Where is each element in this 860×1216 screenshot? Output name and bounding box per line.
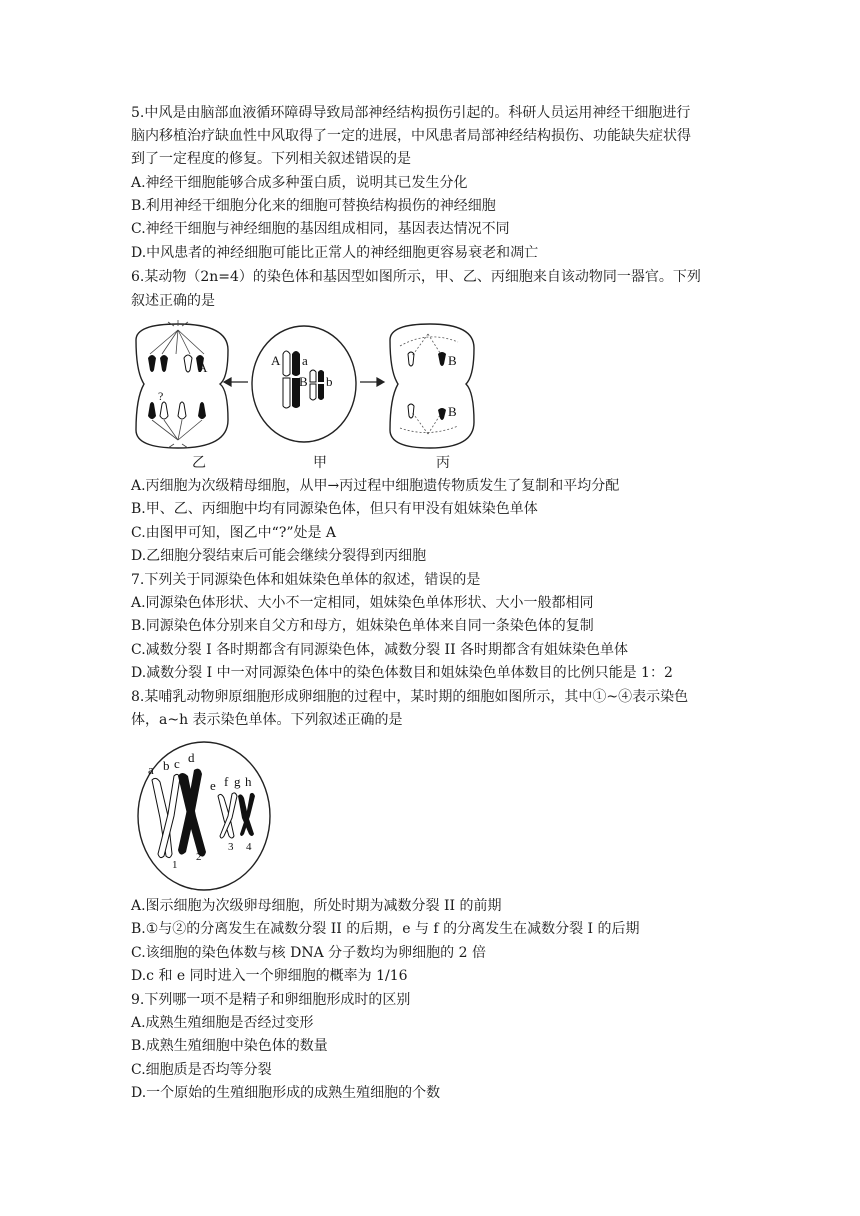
q8-chromosome-number-4: 4 [246, 841, 252, 853]
q5-stem-line-3: 到了一定程度的修复。下列相关叙述错误的是 [131, 151, 411, 167]
q6-option-c: C.由图甲可知，图乙中“?”处是 A [131, 525, 337, 541]
q6-stem-line-1: 6.某动物（2n=4）的染色体和基因型如图所示，甲、乙、丙细胞来自该动物同一器官。下列 [131, 269, 701, 285]
q8-chromosome-number-2: 2 [196, 851, 202, 863]
q8-option-a: A.图示细胞为次级卵母细胞，所处时期为减数分裂 II 的前期 [131, 898, 502, 914]
q9-option-d: D.一个原始的生殖细胞形成的成熟生殖细胞的个数 [131, 1085, 441, 1101]
q8-label-d: d [188, 750, 195, 765]
q7-stem-line-1: 7.下列关于同源染色体和姐妹染色单体的叙述，错误的是 [131, 572, 481, 588]
bing-gene-label-b-lower: B [448, 404, 457, 419]
q8-stem-line-1: 8.某哺乳动物卵原细胞形成卵细胞的过程中，某时期的细胞如图所示，其中①~④表示染色 [131, 689, 689, 705]
q8-chromosome-4 [238, 793, 255, 836]
q8-label-a: a [148, 762, 154, 777]
arrow-to-bing [360, 378, 384, 386]
jia-gene-label-b-upper: B [299, 374, 308, 389]
q7-option-a: A.同源染色体形状、大小不一定相同，姐妹染色单体形状、大小一般都相同 [131, 595, 594, 611]
q8-label-b: b [163, 758, 170, 773]
q8-label-f: f [224, 774, 229, 789]
q8-chromosome-3 [218, 793, 237, 838]
q8-option-d: D.c 和 e 同时进入一个卵细胞的概率为 1/16 [131, 968, 408, 984]
jia-gene-label-a-lower: a [302, 353, 308, 368]
q5-option-d: D.中风患者的神经细胞可能比正常人的神经细胞更容易衰老和凋亡 [131, 245, 539, 261]
q8-option-b: B.①与②的分离发生在减数分裂 II 的后期，e 与 f 的分离发生在减数分裂 I 的后期 [131, 921, 640, 937]
q8-label-c: c [174, 756, 180, 771]
yi-chromosomes-bottom [148, 402, 206, 419]
yi-chromosomes-top [148, 355, 204, 372]
q7-option-c: C.减数分裂 I 各时期都含有同源染色体，减数分裂 II 各时期都含有姐妹染色单体 [131, 642, 629, 658]
q8-option-c: C.该细胞的染色体数与核 DNA 分子数均为卵细胞的 2 倍 [131, 945, 486, 961]
bing-spindle [400, 334, 458, 434]
q8-label-e: e [210, 778, 216, 793]
q9-option-c: C.细胞质是否均等分裂 [131, 1062, 272, 1078]
q7-option-d: D.减数分裂 I 中一对同源染色体中的染色体数目和姐妹染色单体数目的比例只能是 1：2 [131, 665, 673, 681]
q6-option-d: D.乙细胞分裂结束后可能会继续分裂得到丙细胞 [131, 548, 427, 564]
q6-label-yi: 乙 [192, 455, 206, 471]
jia-gene-label-b-lower: b [326, 374, 333, 389]
bing-gene-label-b-upper: B [448, 353, 457, 368]
q8-cell-membrane [138, 742, 270, 890]
q6-option-a: A.丙细胞为次级精母细胞，从甲→丙过程中细胞遗传物质发生了复制和平均分配 [131, 478, 620, 494]
q9-option-b: B.成熟生殖细胞中染色体的数量 [131, 1038, 328, 1054]
q8-oocyte-figure [134, 736, 274, 894]
q5-stem-line-2: 脑内移植治疗缺血性中风取得了一定的进展，中风患者局部神经结构损伤、功能缺失症状得 [131, 128, 691, 144]
q6-label-bing: 丙 [436, 455, 450, 471]
bing-chromosomes [408, 352, 446, 420]
yi-gene-label-question: ? [158, 389, 164, 403]
q5-option-c: C.神经干细胞与神经细胞的基因组成相同，基因表达情况不同 [131, 221, 510, 237]
arrow-to-yi [224, 378, 248, 386]
yi-cell-membrane [136, 324, 228, 448]
bing-cell-membrane [390, 324, 474, 448]
q8-label-h: h [245, 774, 252, 789]
q6-option-b: B.甲、乙、丙细胞中均有同源染色体，但只有甲没有姐妹染色单体 [131, 501, 538, 517]
q8-stem-line-2: 体，a~h 表示染色单体。下列叙述正确的是 [131, 712, 403, 728]
yi-gene-label-a: A [198, 360, 208, 375]
q5-option-b: B.利用神经干细胞分化来的细胞可替换结构损伤的神经细胞 [131, 198, 496, 214]
q8-chromosome-1 [152, 774, 180, 857]
q6-label-jia: 甲 [313, 455, 327, 471]
q9-stem-line-1: 9.下列哪一项不是精子和卵细胞形成时的区别 [131, 992, 411, 1008]
q9-option-a: A.成熟生殖细胞是否经过变形 [131, 1015, 314, 1031]
q6-cell-division-figure [128, 320, 478, 455]
q8-label-g: g [234, 774, 241, 789]
yi-spindle-bottom [152, 420, 202, 448]
q8-chromosome-2 [178, 769, 206, 857]
q8-chromosome-number-1: 1 [172, 859, 178, 871]
jia-gene-label-a-upper: A [271, 353, 281, 368]
q8-chromosome-number-3: 3 [228, 841, 234, 853]
q5-option-a: A.神经干细胞能够合成多种蛋白质，说明其已发生分化 [131, 175, 468, 191]
q5-stem-line-1: 5.中风是由脑部血液循环障碍导致局部神经结构损伤引起的。科研人员运用神经干细胞进行 [131, 105, 691, 121]
q7-option-b: B.同源染色体分别来自父方和母方，姐妹染色单体来自同一条染色体的复制 [131, 618, 594, 634]
q6-stem-line-2: 叙述正确的是 [131, 293, 215, 309]
